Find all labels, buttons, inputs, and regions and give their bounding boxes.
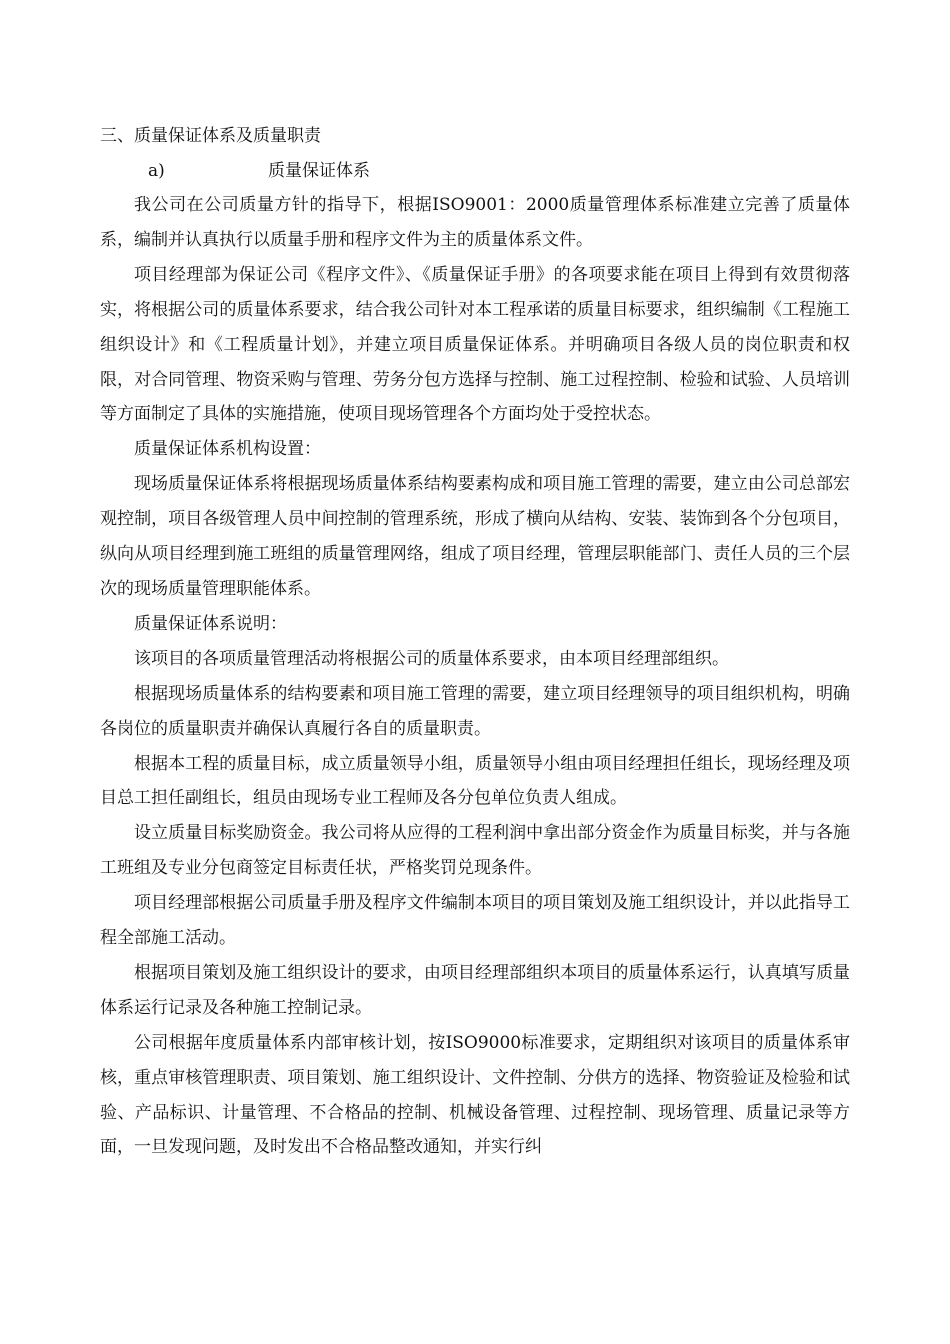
paragraph: 项目经理部根据公司质量手册及程序文件编制本项目的项目策划及施工组织设计，并以此指导工程全部施工活动。 xyxy=(100,893,850,949)
paragraph: 根据本工程的质量目标，成立质量领导小组，质量领导小组由项目经理担任组长，现场经理及项目总工担任副组长，组员由现场专业工程师及各分包单位负责人组成。 xyxy=(100,753,850,809)
paragraph: 根据项目策划及施工组织设计的要求，由项目经理部组织本项目的质量体系运行，认真填写质量体系运行记录及各种施工控制记录。 xyxy=(100,962,850,1018)
paragraph: 设立质量目标奖励资金。我公司将从应得的工程利润中拿出部分资金作为质量目标奖，并与各施工班组及专业分包商签定目标责任状，严格奖罚兑现条件。 xyxy=(100,823,850,879)
subsection-title: 质量保证体系 xyxy=(268,161,370,181)
paragraph: 现场质量保证体系将根据现场质量体系结构要素构成和项目施工管理的需要，建立由公司总部宏观控制，项目各级管理人员中间控制的管理系统，形成了横向从结构、安装、装饰到各个分包项目，纵向从项目经理到施工班组的质量管理网络，组成了项目经理，管理层职能部门、责任人员的三个层次的现场质量管理职能体系。 xyxy=(100,474,850,599)
paragraph: 根据现场质量体系的结构要素和项目施工管理的需要，建立项目经理领导的项目组织机构，明确各岗位的质量职责并确保认真履行各自的质量职责。 xyxy=(100,683,850,739)
paragraph: 该项目的各项质量管理活动将根据公司的质量体系要求，由本项目经理部组织。 xyxy=(134,648,729,669)
body-text xyxy=(100,188,850,1165)
paragraph: 我公司在公司质量方针的指导下，根据ISO9001：2000质量管理体系标准建立完善了质量体系，编制并认真执行以质量手册和程序文件为主的质量体系文件。 xyxy=(100,195,850,250)
subsection-heading xyxy=(148,155,370,187)
paragraph: 项目经理部为保证公司《程序文件》、《质量保证手册》的各项要求能在项目上得到有效贯彻落实，将根据公司的质量体系要求，结合我公司针对本工程承诺的质量目标要求，组织编制《工程施工组织设计》和《工程质量计划》，并建立项目质量保证体系。并明确项目各级人员的岗位职责和权限，对合同管理、物资采购与管理、劳务分包方选择与控制、施工过程控制、检验和试验、人员培训等方面制定了具体的实施措施，使项目现场管理各个方面均处于受控状态。 xyxy=(100,264,850,425)
paragraph: 公司根据年度质量体系内部审核计划，按ISO9000标准要求，定期组织对该项目的质量体系审核，重点审核管理职责、项目策划、施工组织设计、文件控制、分供方的选择、物资验证及检验和试验、产品标识、计量管理、不合格品的控制、机械设备管理、过程控制、现场管理、质量记录等方面，一旦发现问题，及时发出不合格品整改通知，并实行纠 xyxy=(100,1032,850,1158)
subsection-marker: a) xyxy=(148,161,165,181)
paragraph: 质量保证体系机构设置： xyxy=(134,439,321,460)
paragraph: 质量保证体系说明： xyxy=(134,613,287,634)
section-heading: 三、质量保证体系及质量职责 xyxy=(100,126,321,146)
